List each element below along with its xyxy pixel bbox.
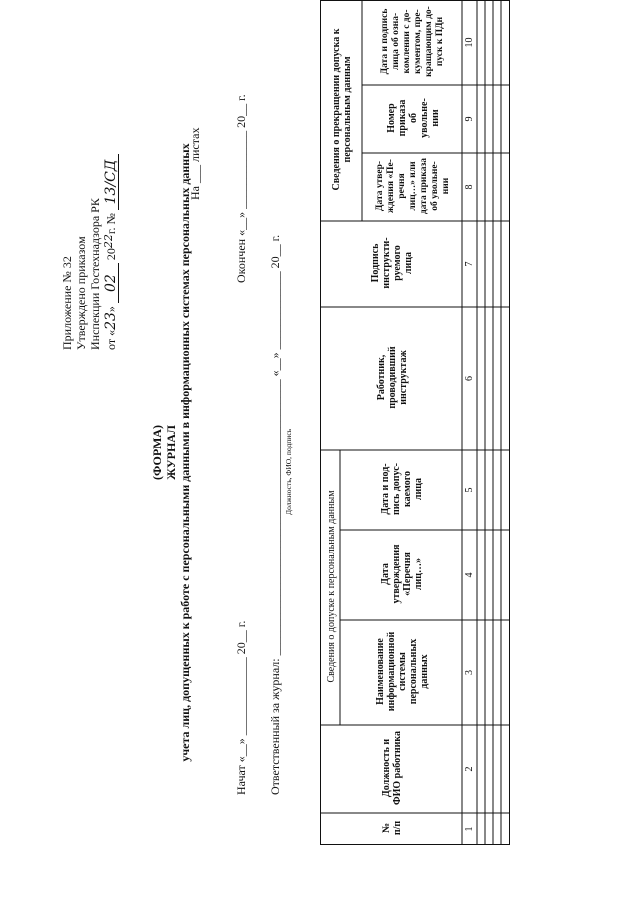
access-info-group-header: Сведения о допуске к персональным данным (325, 490, 337, 683)
col-number-2: 2 (464, 766, 475, 772)
col-acknowledgement-header: Дата и подпись лица об озна- комлении с до- кументом, пре- кращающим до- пуск к ПДн (380, 6, 445, 77)
order-year-prefix: 20 (104, 248, 118, 261)
order-date-quote: » (104, 306, 118, 313)
order-number-field (104, 154, 119, 210)
form-label: (ФОРМА) (150, 425, 164, 480)
col-number-5: 5 (464, 487, 475, 493)
order-date-line (102, 154, 119, 350)
col-instructor-header: Работник, проводивший инструктаж (375, 346, 409, 409)
signature-hint: Должность, ФИО, подпись (284, 428, 293, 515)
col-instructed-signature-header: Подпись инструкти- руемого лица (370, 237, 414, 289)
col-approval-date-header: Дата утверждения «Перечня лиц…» (380, 544, 424, 604)
col-number-header: № п/п (381, 820, 403, 836)
order-number-handwritten: 13/СД (103, 159, 119, 205)
started-line: Начат «__» _____________ 20__ г. (234, 620, 248, 795)
col-termination-date-header: Дата утвер- ждения «Пе- речня лиц…» или дата приказа об увольне- нии (374, 157, 451, 215)
col-number-9: 9 (464, 116, 475, 122)
col-number-8: 8 (464, 184, 475, 190)
order-month-handwritten: 02 (103, 274, 119, 292)
col-position-name-header: Должность и ФИО работника (381, 731, 403, 805)
sheets-count-line: На ___ листах (188, 127, 202, 200)
col-dismissal-order-header: Номер приказа об увольне- нии (385, 98, 441, 138)
col-number-10: 10 (464, 37, 475, 48)
appendix-line: Приложение № 32 (60, 256, 74, 350)
order-date-prefix: от « (104, 329, 118, 350)
col-number-4: 4 (464, 572, 475, 578)
journal-table (320, 0, 510, 845)
col-number-1: 1 (464, 826, 475, 832)
col-info-system-header: Наименование информационной системы персональных данных (374, 631, 430, 712)
order-number-label: г. № (104, 213, 118, 235)
journal-title: ЖУРНАЛ (164, 425, 178, 480)
responsible-line: Ответственный за журнал: ______________________________________________ «__» _____________ 20__ г. (268, 234, 282, 795)
col-number-3: 3 (464, 670, 475, 675)
order-month-field (104, 263, 119, 303)
inspection-line: Инспекции Гостехнадзора РК (88, 198, 102, 350)
order-year-handwritten: 22 (102, 234, 115, 249)
journal-subtitle: учета лиц, допущенных к работе с персональными данными в информационных системах персональных данных (178, 143, 192, 762)
col-number-7: 7 (464, 261, 475, 267)
termination-group-header: Сведения о прекращении допуска к персональным данным (331, 28, 353, 191)
col-admitted-signature-header: Дата и под- пись допус- каемого лица (380, 462, 424, 516)
col-number-6: 6 (464, 376, 475, 381)
approved-by-order-line: Утверждено приказом (74, 236, 88, 350)
finished-line: Окончен «__» _____________ 20__ г. (234, 94, 248, 283)
order-day-handwritten: 23 (103, 312, 119, 330)
